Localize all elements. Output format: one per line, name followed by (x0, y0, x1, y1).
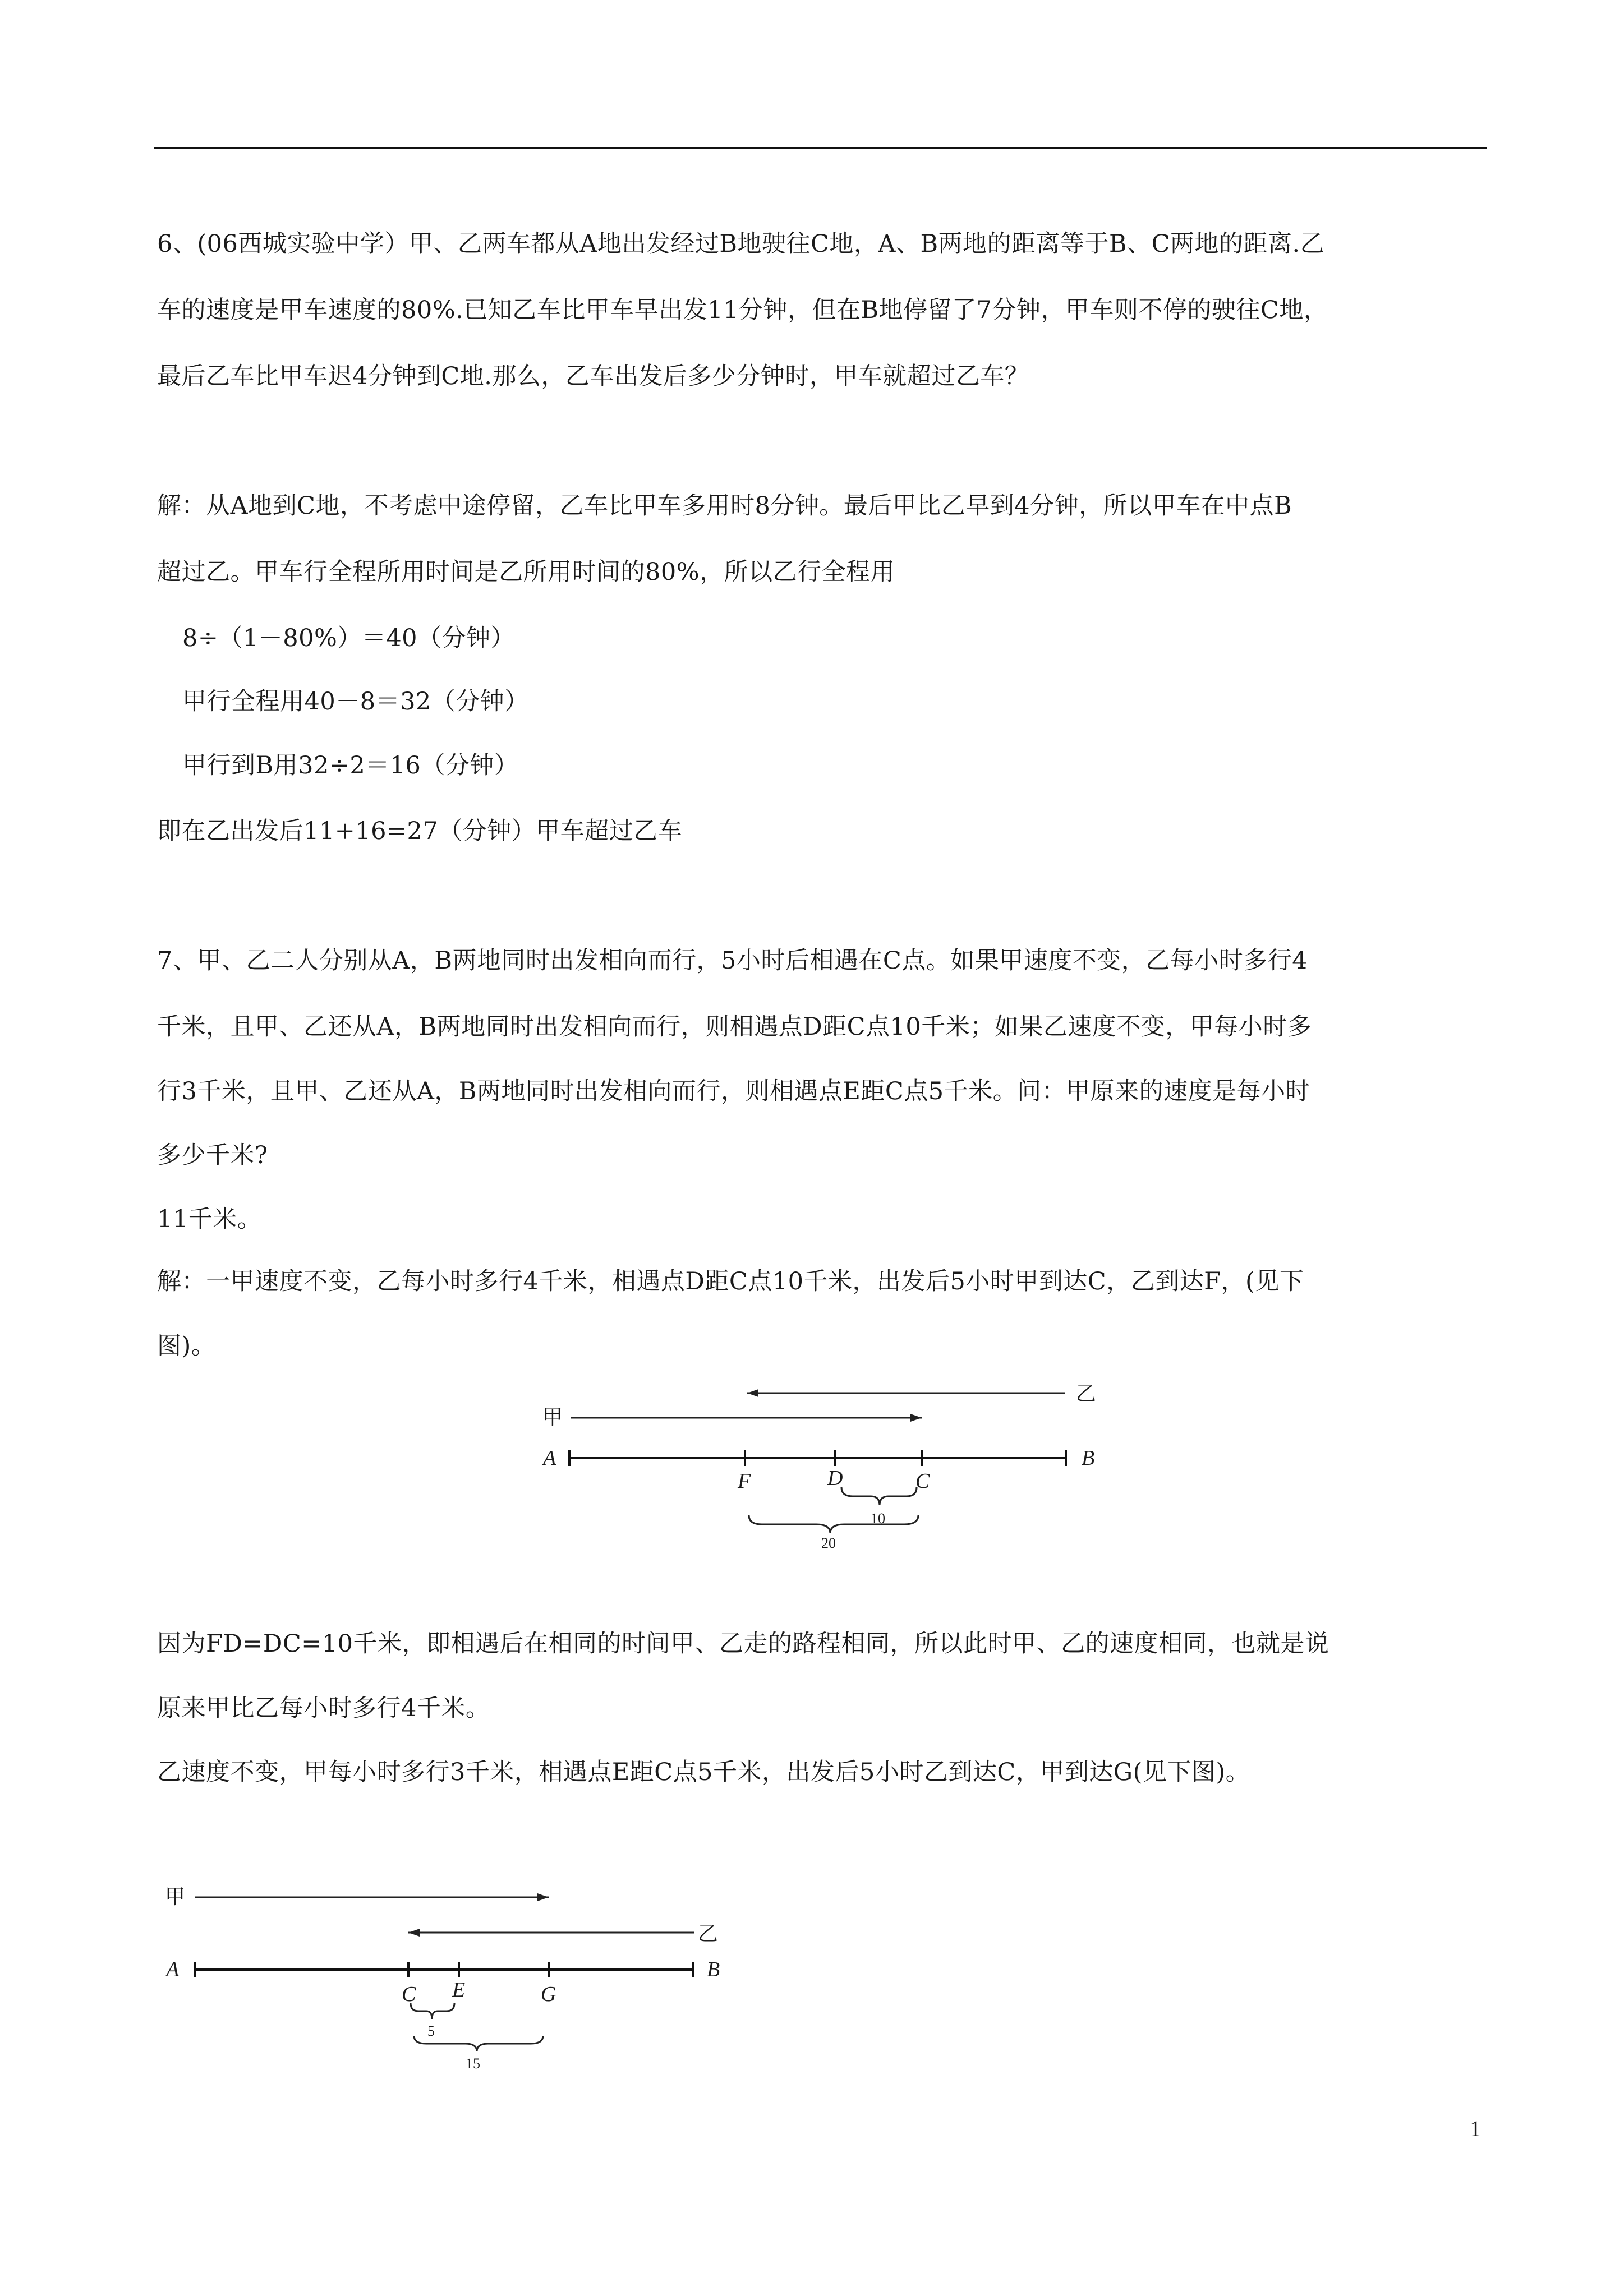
figure-2-line-diagram (151, 1873, 740, 2075)
yi-label: 乙 (698, 1922, 719, 1945)
yi-label: 乙 (1076, 1382, 1097, 1405)
problem7-line-4: 多少千米? (157, 1141, 268, 1169)
problem7-solution2-line-1: 因为FD=DC=10千米，即相遇后在相同的时间甲、乙走的路程相同，所以此时甲、乙的速度相同，也就是说 (157, 1630, 1329, 1658)
point-d-label: D (827, 1467, 843, 1490)
problem6-conclusion: 即在乙出发后11+16=27（分钟）甲车超过乙车 (157, 817, 683, 845)
header-rule (154, 147, 1487, 149)
problem6-step-2: 甲行全程用40－8＝32（分钟） (182, 688, 529, 716)
yi-arrowhead-icon (747, 1389, 758, 1397)
brace-dc-label: 10 (871, 1510, 885, 1527)
brace-ce-label: 5 (427, 2023, 435, 2039)
point-b-label: B (707, 1958, 720, 1981)
point-a-label: A (543, 1446, 556, 1470)
problem6-solution-line-1: 解：从A地到C地，不考虑中途停留，乙车比甲车多用时8分钟。最后甲比乙早到4分钟，所以甲车在中点B (157, 492, 1292, 520)
brace-dc (841, 1487, 917, 1505)
problem6-line-3: 最后乙车比甲车迟4分钟到C地.那么，乙车出发后多少分钟时，甲车就超过乙车？ (157, 362, 1029, 390)
problem6-step-3: 甲行到B用32÷2＝16（分钟） (182, 751, 519, 780)
figure-1-line-diagram (527, 1368, 1116, 1553)
problem7-solution2-line-3: 乙速度不变，甲每小时多行3千米，相遇点E距C点5千米，出发后5小时乙到达C，甲到达G(见下图)。 (157, 1758, 1250, 1786)
jia-label: 甲 (165, 1885, 186, 1908)
problem6-line-1: 6、(06西城实验中学）甲、乙两车都从A地出发经过B地驶往C地，A、B两地的距离等于B、C两地的距离.乙 (157, 230, 1325, 258)
brace-fc (749, 1515, 918, 1533)
brace-fc-label: 20 (821, 1535, 836, 1551)
point-a-label: A (166, 1958, 180, 1981)
problem6-step-1: 8÷（1－80%）＝40（分钟） (182, 624, 516, 652)
yi-arrowhead-icon (408, 1929, 420, 1937)
problem7-solution1-line-1: 解：一甲速度不变，乙每小时多行4千米，相遇点D距C点10千米，出发后5小时甲到达C，乙到达F，(见下 (157, 1267, 1304, 1295)
jia-arrowhead-icon (910, 1414, 922, 1422)
problem7-solution1-line-2: 图)。 (157, 1332, 216, 1360)
problem7-answer: 11千米。 (157, 1205, 262, 1233)
problem6-solution-line-2: 超过乙。甲车行全程所用时间是乙所用时间的80%，所以乙行全程用 (157, 558, 895, 586)
page-number: 1 (1470, 2116, 1481, 2141)
brace-cg-label: 15 (466, 2055, 480, 2072)
point-b-label: B (1082, 1446, 1095, 1470)
brace-ce (411, 2003, 454, 2019)
point-c-label: C (402, 1983, 416, 2006)
problem7-line-2: 千米，且甲、乙还从A，B两地同时出发相向而行，则相遇点D距C点10千米；如果乙速度不变，甲每小时多 (157, 1013, 1312, 1041)
point-f-label: F (738, 1469, 751, 1493)
point-c-label: C (915, 1469, 930, 1493)
point-e-label: E (452, 1978, 466, 2002)
point-g-label: G (541, 1983, 556, 2006)
problem7-line-1: 7、甲、乙二人分别从A，B两地同时出发相向而行，5小时后相遇在C点。如果甲速度不变，乙每小时多行4 (157, 947, 1308, 975)
problem7-solution2-line-2: 原来甲比乙每小时多行4千米。 (157, 1694, 490, 1722)
jia-label: 甲 (542, 1406, 563, 1429)
problem6-line-2: 车的速度是甲车速度的80%.已知乙车比甲车早出发11分钟，但在B地停留了7分钟，甲车则不停的驶往C地， (157, 296, 1328, 324)
problem7-line-3: 行3千米，且甲、乙还从A，B两地同时出发相向而行，则相遇点E距C点5千米。问：甲原来的速度是每小时 (157, 1077, 1310, 1105)
jia-arrowhead-icon (537, 1893, 549, 1901)
